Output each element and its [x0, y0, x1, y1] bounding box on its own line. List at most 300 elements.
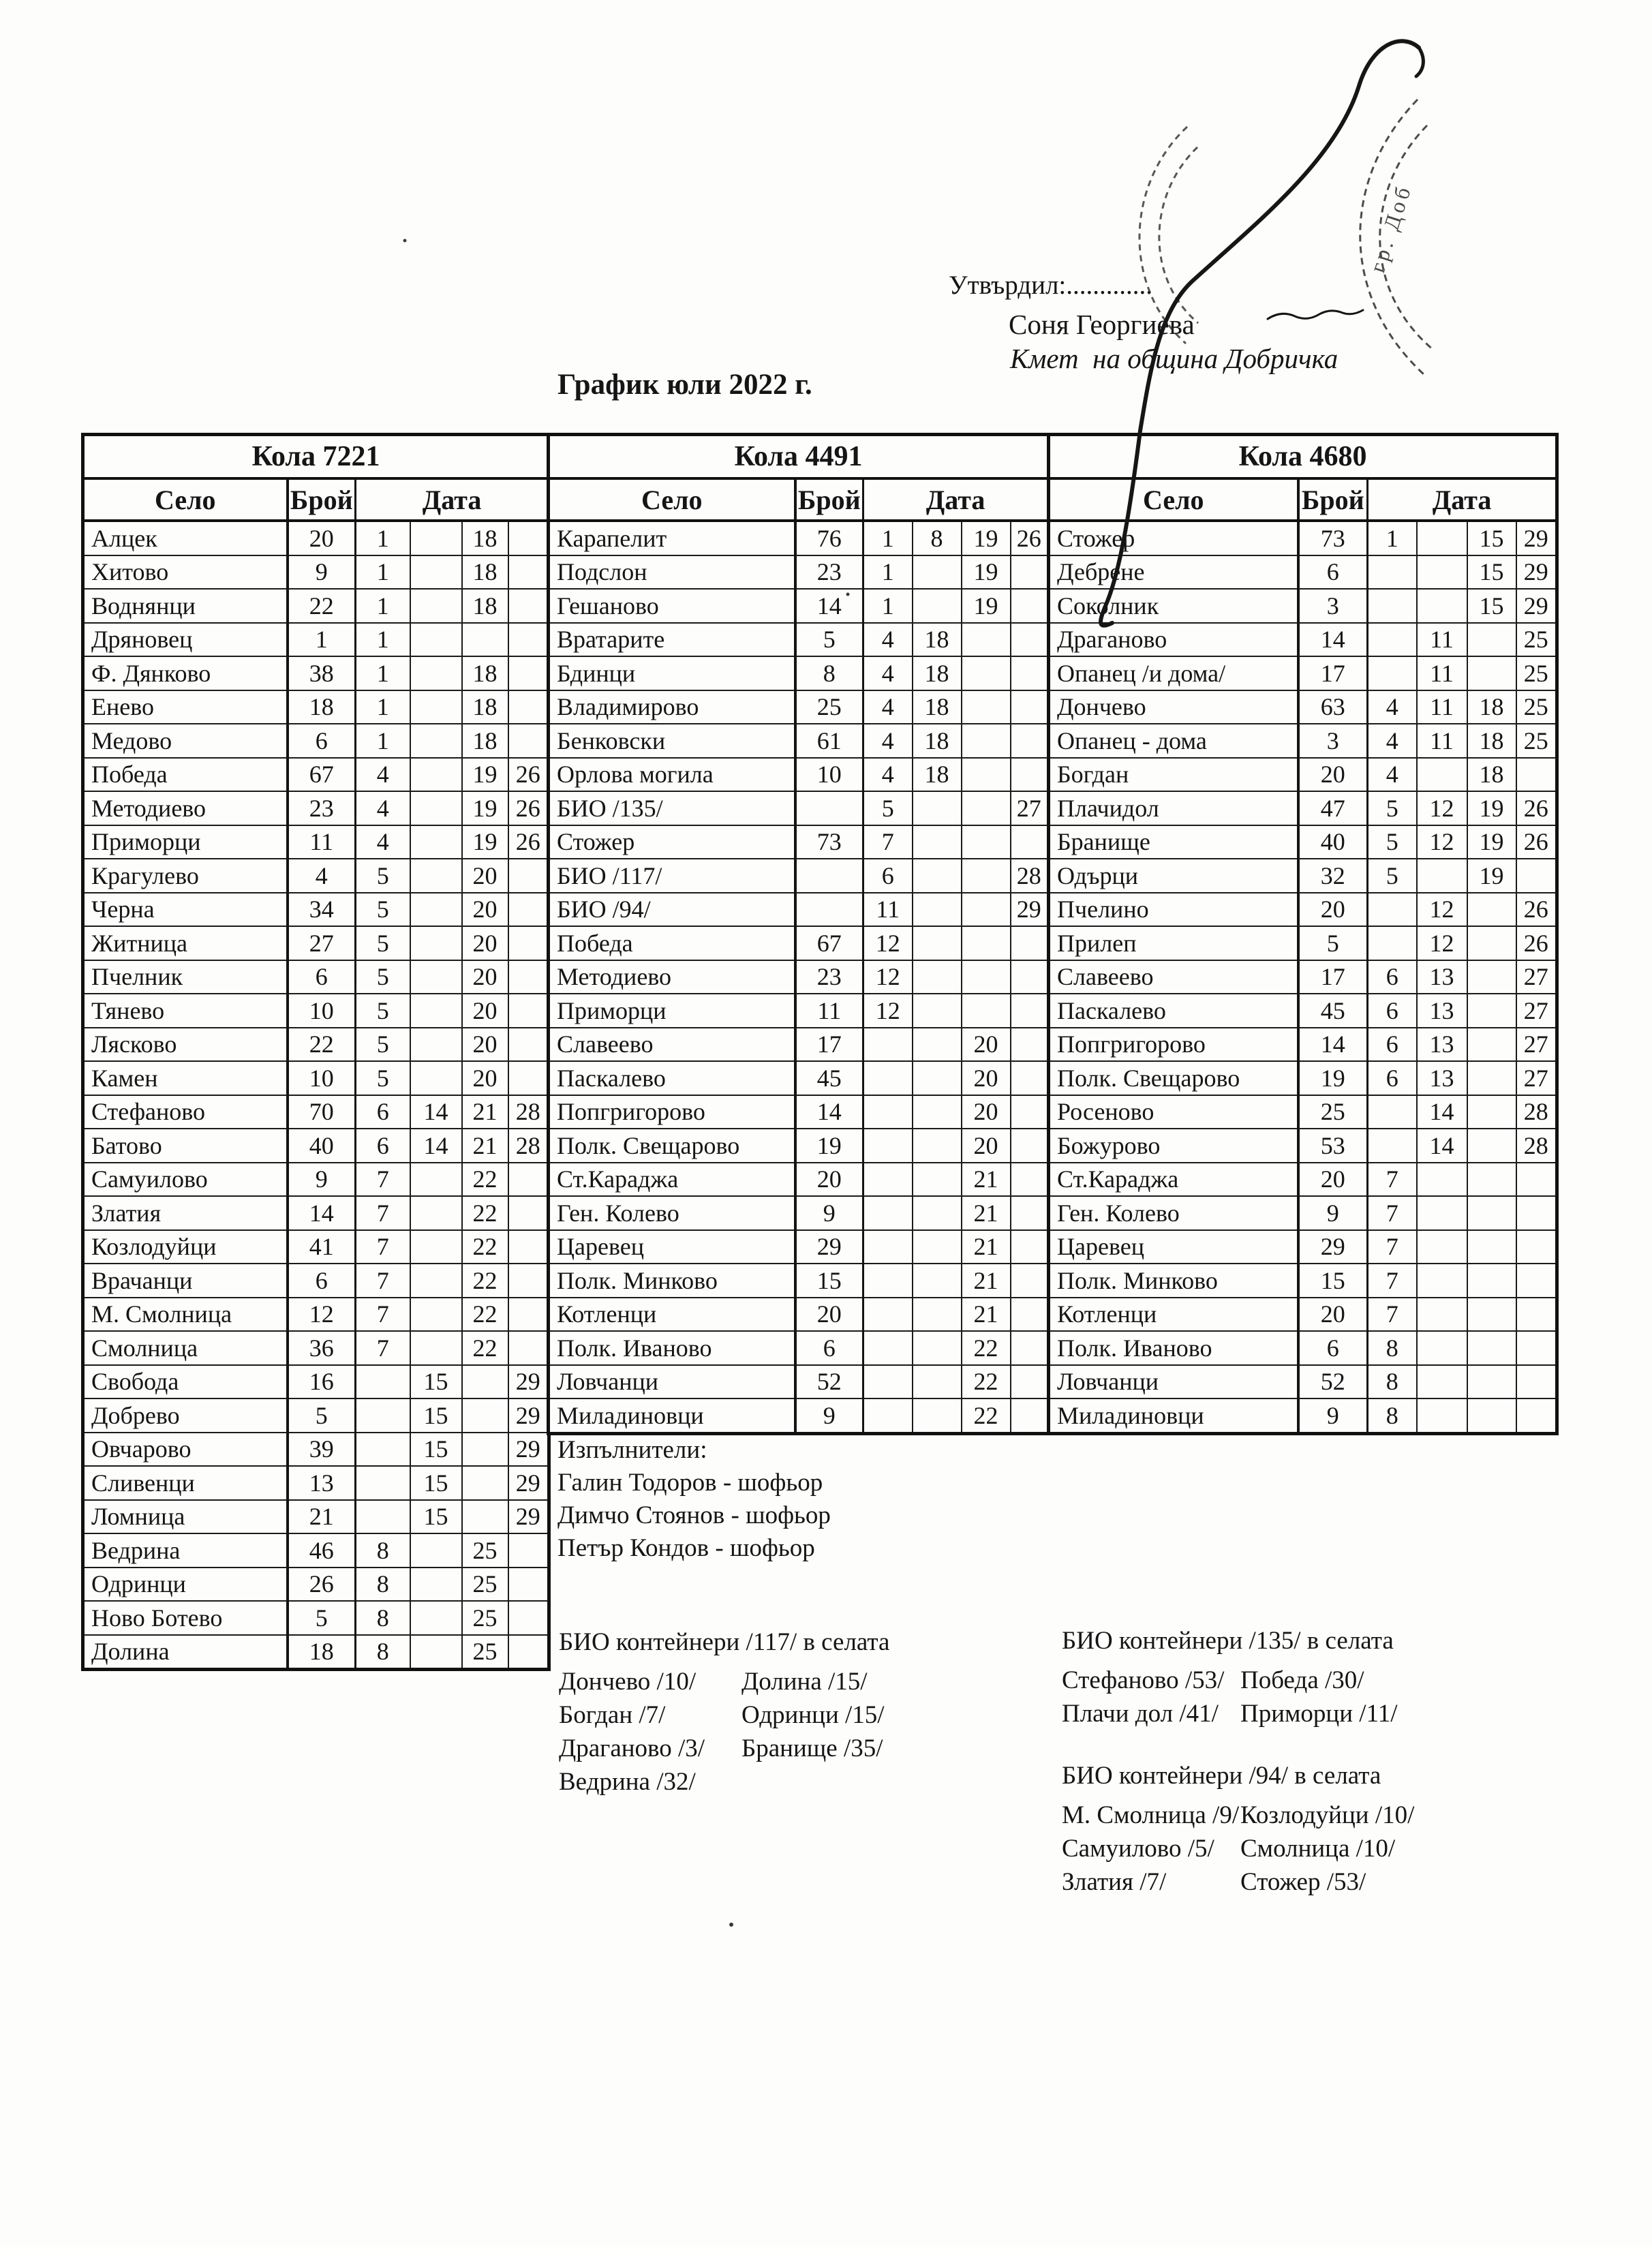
village-cell: Приморци — [549, 994, 795, 1028]
date-cell — [1011, 1230, 1049, 1264]
date-cell: 6 — [356, 1129, 410, 1163]
date-cell: 28 — [1516, 1095, 1557, 1129]
date-cell — [1011, 1298, 1049, 1332]
count-cell: 29 — [1298, 1230, 1368, 1264]
date-cell — [410, 1163, 462, 1197]
date-cell: 4 — [356, 825, 410, 859]
date-cell — [913, 1061, 962, 1095]
date-cell — [508, 1331, 549, 1365]
village-cell: Паскалево — [549, 1061, 795, 1095]
date-cell: 11 — [1417, 623, 1467, 657]
village-cell: Медово — [83, 724, 288, 758]
date-cell — [863, 1264, 913, 1298]
date-cell: 7 — [863, 825, 913, 859]
table-row — [549, 690, 1049, 724]
date-cell: 12 — [863, 960, 913, 994]
date-cell: 18 — [1467, 758, 1516, 792]
approval-name: Соня Георгиева — [1009, 309, 1195, 340]
date-cell: 4 — [863, 724, 913, 758]
table-row — [83, 893, 549, 927]
date-cell — [410, 623, 462, 657]
table-row — [549, 521, 1049, 555]
date-cell — [1368, 555, 1417, 590]
date-cell: 19 — [1467, 859, 1516, 893]
date-cell: 1 — [356, 521, 410, 555]
count-cell: 9 — [795, 1398, 863, 1433]
date-cell: 7 — [356, 1163, 410, 1197]
village-cell: Царевец — [549, 1230, 795, 1264]
table-row — [83, 825, 549, 859]
village-cell: Божурово — [1049, 1129, 1298, 1163]
date-cell — [1011, 758, 1049, 792]
date-cell: 27 — [1516, 1061, 1557, 1095]
date-cell — [410, 1533, 462, 1568]
table-car-label: Кола 7221 — [83, 435, 549, 479]
count-cell: 20 — [795, 1298, 863, 1332]
executor-item: Петър Кондов - шофьор — [557, 1534, 815, 1562]
count-cell: 41 — [288, 1230, 356, 1264]
date-cell: 18 — [462, 555, 508, 590]
column-header-village: Село — [549, 478, 795, 521]
date-cell — [1417, 521, 1467, 555]
date-cell: 15 — [1467, 521, 1516, 555]
table-row — [549, 1398, 1049, 1433]
date-cell — [1516, 1264, 1557, 1298]
bio-section-title: БИО контейнери /117/ в селата — [559, 1628, 890, 1656]
date-cell — [1417, 859, 1467, 893]
table-row — [83, 656, 549, 690]
count-cell — [795, 859, 863, 893]
date-cell: 25 — [1516, 656, 1557, 690]
village-cell: Соколник — [1049, 589, 1298, 623]
column-header-date: Дата — [863, 478, 1049, 521]
count-cell: 6 — [288, 724, 356, 758]
table-row — [1049, 1331, 1557, 1365]
date-cell — [1417, 1264, 1467, 1298]
date-cell: 4 — [863, 656, 913, 690]
date-cell: 18 — [462, 656, 508, 690]
date-cell — [913, 1298, 962, 1332]
date-cell — [1467, 1095, 1516, 1129]
date-cell: 29 — [1516, 521, 1557, 555]
count-cell: 23 — [288, 791, 356, 825]
count-cell: 5 — [1298, 926, 1368, 960]
date-cell — [962, 623, 1011, 657]
bio-column — [741, 1665, 885, 1799]
date-cell: 18 — [913, 724, 962, 758]
date-cell: 6 — [1368, 1028, 1417, 1062]
village-cell: Овчарово — [83, 1433, 288, 1467]
date-cell — [1011, 994, 1049, 1028]
village-cell: Ген. Колево — [1049, 1196, 1298, 1230]
count-cell: 40 — [288, 1129, 356, 1163]
count-cell: 34 — [288, 893, 356, 927]
date-cell — [1011, 1061, 1049, 1095]
village-cell: Гешаново — [549, 589, 795, 623]
count-cell: 15 — [795, 1264, 863, 1298]
table-row — [83, 926, 549, 960]
date-cell — [913, 859, 962, 893]
date-cell — [1011, 1264, 1049, 1298]
bio-column — [1062, 1799, 1240, 1899]
bio-village-item: Долина /15/ — [741, 1668, 868, 1696]
count-cell: 22 — [288, 1028, 356, 1062]
village-cell: Одринци — [83, 1568, 288, 1602]
date-cell — [508, 1533, 549, 1568]
date-cell: 7 — [356, 1264, 410, 1298]
date-cell: 25 — [462, 1533, 508, 1568]
count-cell: 47 — [1298, 791, 1368, 825]
date-cell — [863, 1163, 913, 1197]
date-cell — [1467, 994, 1516, 1028]
date-cell: 1 — [356, 656, 410, 690]
table-row — [549, 724, 1049, 758]
bio-columns — [1062, 1799, 1414, 1899]
date-cell — [410, 521, 462, 555]
table-row — [83, 1398, 549, 1433]
bio-village-item: Козлодуйци /10/ — [1240, 1801, 1415, 1829]
date-cell: 26 — [1516, 791, 1557, 825]
column-header-date: Дата — [356, 478, 549, 521]
table-row — [1049, 1061, 1557, 1095]
village-cell: Ст.Караджа — [1049, 1163, 1298, 1197]
date-cell: 27 — [1011, 791, 1049, 825]
village-cell: Царевец — [1049, 1230, 1298, 1264]
count-cell: 45 — [795, 1061, 863, 1095]
date-cell — [913, 960, 962, 994]
schedule-table-kola-7221 — [81, 433, 551, 1671]
date-cell: 29 — [1516, 555, 1557, 590]
date-cell — [410, 656, 462, 690]
count-cell: 20 — [288, 521, 356, 555]
count-cell: 9 — [1298, 1196, 1368, 1230]
date-cell: 25 — [462, 1635, 508, 1670]
count-cell: 61 — [795, 724, 863, 758]
date-cell — [962, 724, 1011, 758]
table-row — [1049, 859, 1557, 893]
count-cell: 25 — [795, 690, 863, 724]
table-row — [83, 1196, 549, 1230]
date-cell: 29 — [1516, 589, 1557, 623]
date-cell: 1 — [356, 555, 410, 590]
bio-village-item: Стефаново /53/ — [1062, 1666, 1225, 1694]
approval-label: Утвърдил:............. — [949, 271, 1153, 300]
village-cell: Козлодуйци — [83, 1230, 288, 1264]
date-cell: 19 — [962, 589, 1011, 623]
date-cell — [863, 1298, 913, 1332]
count-cell: 5 — [288, 1398, 356, 1433]
count-cell: 67 — [288, 758, 356, 792]
table-row — [549, 960, 1049, 994]
bio-section-135 — [1062, 1627, 1397, 1730]
date-cell — [1011, 1163, 1049, 1197]
village-cell: Опанец - дома — [1049, 724, 1298, 758]
village-cell: Стожер — [1049, 521, 1298, 555]
date-cell: 29 — [508, 1500, 549, 1534]
count-cell: 20 — [1298, 758, 1368, 792]
date-cell — [1467, 1028, 1516, 1062]
date-cell: 14 — [410, 1129, 462, 1163]
date-cell: 7 — [1368, 1264, 1417, 1298]
table-row — [549, 926, 1049, 960]
date-cell — [962, 893, 1011, 927]
bio-section-title: БИО контейнери /94/ в селата — [1062, 1762, 1381, 1790]
date-cell — [1368, 656, 1417, 690]
date-cell: 15 — [410, 1433, 462, 1467]
date-cell — [1467, 1264, 1516, 1298]
village-cell: Драганово — [1049, 623, 1298, 657]
date-cell — [410, 791, 462, 825]
date-cell — [410, 589, 462, 623]
village-cell: Приморци — [83, 825, 288, 859]
village-cell: Плачидол — [1049, 791, 1298, 825]
date-cell — [508, 1061, 549, 1095]
village-cell: Камен — [83, 1061, 288, 1095]
date-cell — [1368, 1095, 1417, 1129]
count-cell: 10 — [795, 758, 863, 792]
date-cell — [863, 1398, 913, 1433]
table-row — [549, 758, 1049, 792]
date-cell: 20 — [962, 1095, 1011, 1129]
village-cell: Бдинци — [549, 656, 795, 690]
date-cell — [913, 893, 962, 927]
count-cell: 18 — [288, 690, 356, 724]
village-cell: Дебрене — [1049, 555, 1298, 590]
date-cell: 19 — [962, 555, 1011, 590]
date-cell — [863, 1095, 913, 1129]
date-cell — [508, 859, 549, 893]
date-cell: 22 — [462, 1298, 508, 1332]
date-cell — [462, 623, 508, 657]
date-cell — [410, 1028, 462, 1062]
date-cell — [1516, 1365, 1557, 1399]
date-cell: 15 — [410, 1365, 462, 1399]
date-cell: 15 — [410, 1466, 462, 1500]
count-cell: 5 — [795, 623, 863, 657]
date-cell: 6 — [1368, 994, 1417, 1028]
bio-village-item: Одринци /15/ — [741, 1701, 885, 1729]
date-cell: 4 — [1368, 758, 1417, 792]
column-header-count: Брой — [795, 478, 863, 521]
date-cell — [410, 1298, 462, 1332]
count-cell — [795, 893, 863, 927]
date-cell: 12 — [1417, 893, 1467, 927]
village-cell: Долина — [83, 1635, 288, 1670]
count-cell: 14 — [1298, 1028, 1368, 1062]
table-row — [549, 893, 1049, 927]
table-row — [549, 1196, 1049, 1230]
count-cell: 39 — [288, 1433, 356, 1467]
date-cell: 5 — [356, 960, 410, 994]
count-cell: 6 — [288, 1264, 356, 1298]
date-cell — [913, 1028, 962, 1062]
schedule-table-kola-4491 — [547, 433, 1050, 1435]
date-cell — [508, 1163, 549, 1197]
table-row — [549, 859, 1049, 893]
village-cell: Алцек — [83, 521, 288, 555]
table-row — [83, 589, 549, 623]
date-cell — [913, 1264, 962, 1298]
date-cell — [1417, 1298, 1467, 1332]
date-cell: 18 — [1467, 690, 1516, 724]
village-cell: Бенковски — [549, 724, 795, 758]
date-cell — [1467, 893, 1516, 927]
date-cell: 20 — [462, 994, 508, 1028]
page-title: График юли 2022 г. — [557, 369, 812, 401]
date-cell: 18 — [913, 758, 962, 792]
table-row — [1049, 555, 1557, 590]
table-row — [83, 1298, 549, 1332]
date-cell — [1368, 893, 1417, 927]
table-row — [1049, 1163, 1557, 1197]
village-cell: Полк. Свещарово — [1049, 1061, 1298, 1095]
date-cell — [1011, 1196, 1049, 1230]
date-cell — [410, 994, 462, 1028]
village-cell: Победа — [83, 758, 288, 792]
date-cell — [1467, 1196, 1516, 1230]
date-cell — [1516, 758, 1557, 792]
table-car-label: Кола 4491 — [549, 435, 1049, 479]
date-cell — [410, 1331, 462, 1365]
date-cell: 27 — [1516, 1028, 1557, 1062]
date-cell — [863, 1028, 913, 1062]
date-cell — [1011, 1129, 1049, 1163]
date-cell — [508, 926, 549, 960]
village-cell: Тянево — [83, 994, 288, 1028]
count-cell: 19 — [1298, 1061, 1368, 1095]
date-cell — [410, 893, 462, 927]
table-row — [83, 1635, 549, 1670]
date-cell: 22 — [462, 1264, 508, 1298]
date-cell: 7 — [356, 1196, 410, 1230]
bio-village-item: Самуилово /5/ — [1062, 1835, 1214, 1863]
column-header-date: Дата — [1368, 478, 1557, 521]
date-cell: 28 — [1516, 1129, 1557, 1163]
count-cell: 70 — [288, 1095, 356, 1129]
table-row — [83, 1568, 549, 1602]
date-cell: 26 — [1516, 926, 1557, 960]
date-cell — [1516, 1196, 1557, 1230]
count-cell: 20 — [795, 1163, 863, 1197]
count-cell: 11 — [795, 994, 863, 1028]
village-cell: Победа — [549, 926, 795, 960]
date-cell: 5 — [356, 926, 410, 960]
village-cell: Смолница — [83, 1331, 288, 1365]
table-row — [549, 1163, 1049, 1197]
count-cell: 17 — [1298, 656, 1368, 690]
village-cell: Черна — [83, 893, 288, 927]
date-cell — [913, 1196, 962, 1230]
table-row — [1049, 1230, 1557, 1264]
date-cell — [1417, 1398, 1467, 1433]
date-cell: 4 — [863, 623, 913, 657]
date-cell — [1011, 960, 1049, 994]
date-cell: 18 — [913, 623, 962, 657]
count-cell: 6 — [795, 1331, 863, 1365]
count-cell: 18 — [288, 1635, 356, 1670]
date-cell: 22 — [462, 1196, 508, 1230]
table-row — [1049, 724, 1557, 758]
date-cell — [913, 1129, 962, 1163]
bio-village-item: Приморци /11/ — [1240, 1700, 1398, 1728]
village-cell: Енево — [83, 690, 288, 724]
table-row — [83, 690, 549, 724]
stamp-right-icon — [1360, 100, 1434, 375]
date-cell — [863, 1129, 913, 1163]
date-cell — [1011, 1331, 1049, 1365]
table-row — [83, 1466, 549, 1500]
village-cell: Вратарите — [549, 623, 795, 657]
table-row — [1049, 1028, 1557, 1062]
village-cell: Дончево — [1049, 690, 1298, 724]
count-cell: 76 — [795, 521, 863, 555]
date-cell: 11 — [1417, 724, 1467, 758]
count-cell: 73 — [1298, 521, 1368, 555]
village-cell: Карапелит — [549, 521, 795, 555]
date-cell — [508, 1028, 549, 1062]
table-row — [1049, 623, 1557, 657]
count-cell: 27 — [288, 926, 356, 960]
date-cell: 25 — [1516, 724, 1557, 758]
date-cell — [1011, 724, 1049, 758]
date-cell — [962, 926, 1011, 960]
date-cell — [508, 690, 549, 724]
village-cell: Ломница — [83, 1500, 288, 1534]
table-row — [83, 960, 549, 994]
count-cell: 5 — [288, 1601, 356, 1635]
table-row — [83, 521, 549, 555]
table-row — [1049, 1196, 1557, 1230]
village-cell: Полк. Минково — [1049, 1264, 1298, 1298]
village-cell: Пчелино — [1049, 893, 1298, 927]
count-cell — [795, 791, 863, 825]
date-cell: 1 — [863, 589, 913, 623]
date-cell — [913, 791, 962, 825]
date-cell: 18 — [913, 690, 962, 724]
count-cell: 20 — [1298, 1298, 1368, 1332]
date-cell: 20 — [462, 1028, 508, 1062]
date-cell — [913, 589, 962, 623]
table-row — [1049, 589, 1557, 623]
date-cell: 20 — [462, 960, 508, 994]
table-row — [549, 623, 1049, 657]
date-cell — [1516, 1398, 1557, 1433]
date-cell: 25 — [462, 1601, 508, 1635]
date-cell: 22 — [962, 1331, 1011, 1365]
table-row — [83, 1533, 549, 1568]
date-cell: 4 — [1368, 690, 1417, 724]
count-cell: 9 — [1298, 1398, 1368, 1433]
date-cell: 5 — [1368, 825, 1417, 859]
date-cell: 29 — [508, 1365, 549, 1399]
village-cell: Дряновец — [83, 623, 288, 657]
date-cell: 5 — [356, 1028, 410, 1062]
date-cell — [913, 1095, 962, 1129]
table-row — [83, 1163, 549, 1197]
date-cell — [1467, 1398, 1516, 1433]
date-cell: 6 — [356, 1095, 410, 1129]
executors-title: Изпълнители: — [557, 1436, 707, 1464]
table-row — [1049, 1264, 1557, 1298]
date-cell: 18 — [462, 724, 508, 758]
village-cell: Ст.Караджа — [549, 1163, 795, 1197]
date-cell — [1368, 589, 1417, 623]
date-cell: 28 — [1011, 859, 1049, 893]
date-cell: 6 — [1368, 960, 1417, 994]
date-cell: 4 — [863, 690, 913, 724]
date-cell: 20 — [462, 926, 508, 960]
date-cell: 27 — [1516, 994, 1557, 1028]
